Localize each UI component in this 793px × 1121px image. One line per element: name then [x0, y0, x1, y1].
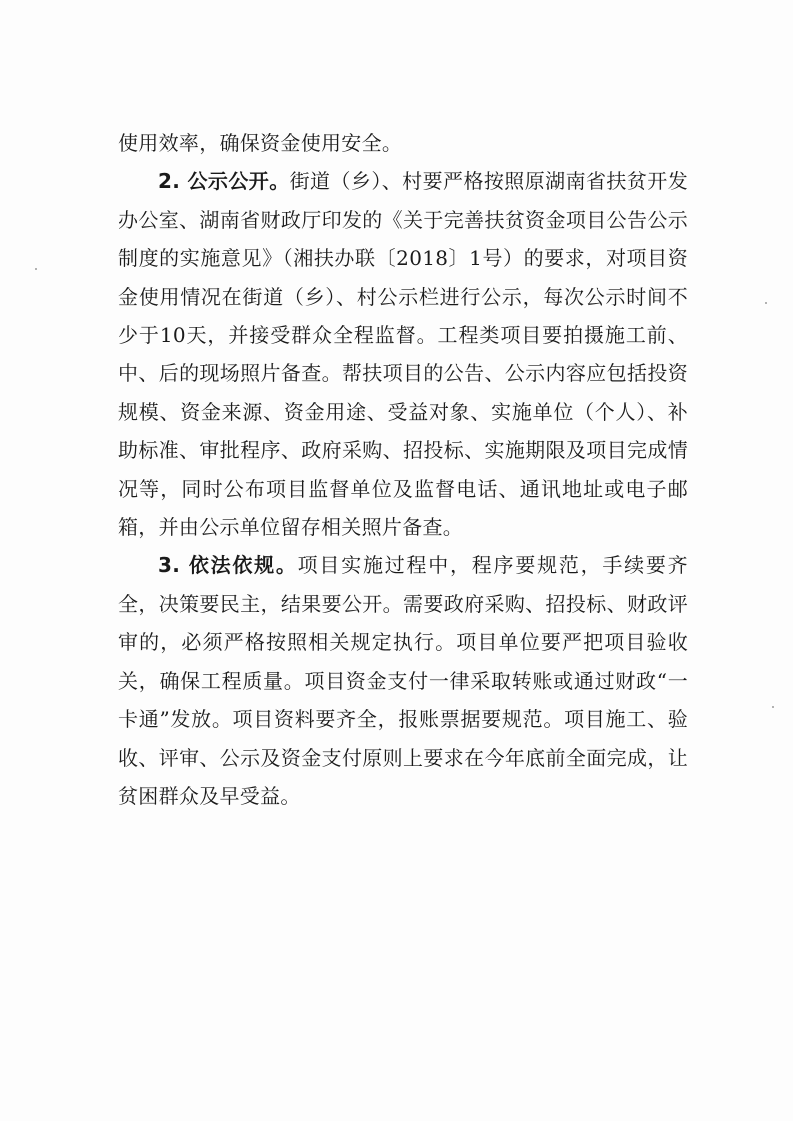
paragraph-publicity — [118, 162, 688, 546]
paragraph-text: 使用效率，确保资金使用安全。 — [118, 131, 403, 155]
document-body — [118, 124, 688, 815]
paragraph-text: 街道（乡）、村要严格按照原湖南省扶贫开发办公室、湖南省财政厅印发的《关于完善扶贫资金项目公告公示制度的实施意见》（湘扶办联〔2018〕1号）的要求，对项目资金使用情况在街道（乡）、村公示栏进行公示，每次公示时间不少于10天，并接受群众全程监督。工程类项目要拍摄施工前、中、后的现场照片备查。帮扶项目的公告、公示内容应包括投资规模、资金来源、资金用途、受益对象、实施单位（个人）、补助标准、审批程序、政府采购、招投标、实施期限及项目完成情况等，同时公布项目监督单位及监督电话、通讯地址或电子邮箱，并由公示单位留存相关照片备查。 — [118, 169, 688, 540]
paragraph-heading: 2. 公示公开。 — [158, 169, 290, 194]
scan-speck — [772, 706, 774, 708]
paragraph-continuation — [118, 124, 688, 162]
paragraph-compliance — [118, 546, 688, 815]
paragraph-heading: 3. 依法依规。 — [158, 553, 298, 578]
scan-speck — [765, 302, 767, 304]
paragraph-text: 项目实施过程中，程序要规范，手续要齐全，决策要民主，结果要公开。需要政府采购、招投标、财政评审的，必须严格按照相关规定执行。项目单位要严把项目验收关，确保工程质量。项目资金支付一律采取转账或通过财政“一卡通”发放。项目资料要齐全，报账票据要规范。项目施工、验收、评审、公示及资金支付原则上要求在今年底前全面完成，让贫困群众及早受益。 — [118, 553, 688, 808]
scan-speck — [35, 268, 37, 270]
